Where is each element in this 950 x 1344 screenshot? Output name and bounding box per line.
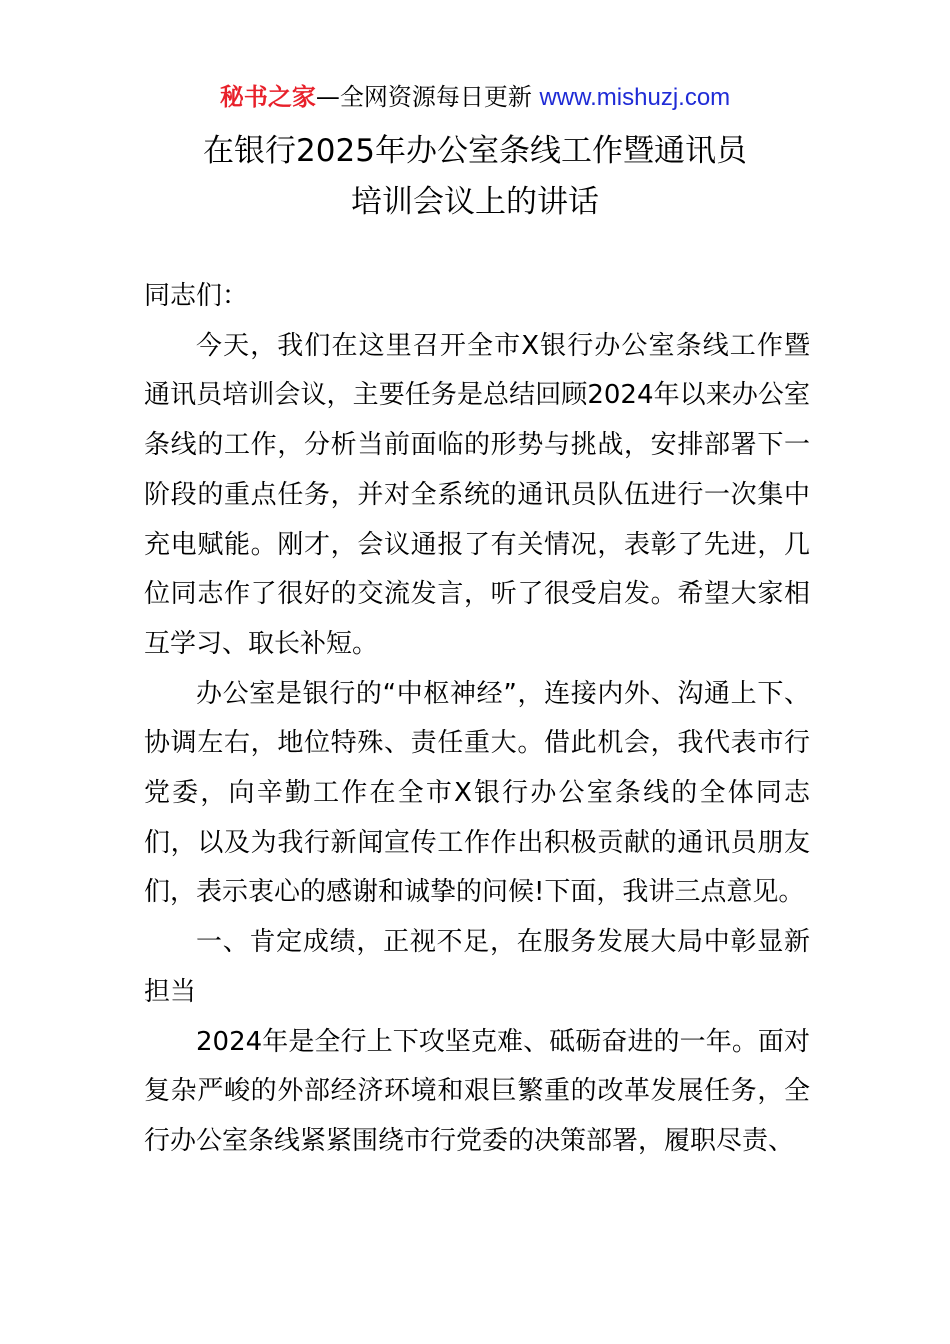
paragraph-2: 办公室是银行的“中枢神经”，连接内外、沟通上下、协调左右，地位特殊、责任重大。借此机会，我代表市行党委，向辛勤工作在全市X银行办公室条线的全体同志们，以及为我行新闻宣传工作作出积极贡献的通讯员朋友们，表示衷心的感谢和诚挚的问候!下面，我讲三点意见。 bbox=[144, 678, 810, 908]
brand-name: 秘书之家 bbox=[219, 83, 316, 111]
header-tagline: —全网资源每日更新 bbox=[315, 83, 532, 111]
section-heading-1: 一、肯定成绩，正视不足，在服务发展大局中彰显新担当 bbox=[144, 927, 810, 1007]
paragraph-1: 今天，我们在这里召开全市X银行办公室条线工作暨通讯员培训会议，主要任务是总结回顾2024年以来办公室条线的工作，分析当前面临的形势与挑战，安排部署下一阶段的重点任务，并对全系统的通讯员队伍进行一次集中充电赋能。刚才，会议通报了有关情况，表彰了先进，几位同志作了很好的交流发言，听了很受启发。希望大家相互学习、取长补短。 bbox=[144, 330, 810, 659]
site-header bbox=[0, 80, 950, 115]
document-title bbox=[0, 126, 950, 228]
title-line-2: 培训会议上的讲话 bbox=[351, 184, 599, 220]
document-body bbox=[144, 272, 810, 1167]
site-url-link[interactable]: www.mishuzj.com bbox=[539, 84, 731, 111]
salutation: 同志们： bbox=[144, 281, 249, 311]
section-1-paragraph: 2024年是全行上下攻坚克难、砥砺奋进的一年。面对复杂严峻的外部经济环境和艰巨繁重的改革发展任务，全行办公室条线紧紧围绕市行党委的决策部署，履职尽责、 bbox=[144, 1026, 810, 1156]
title-line-1: 在银行2025年办公室条线工作暨通讯员 bbox=[203, 133, 747, 169]
